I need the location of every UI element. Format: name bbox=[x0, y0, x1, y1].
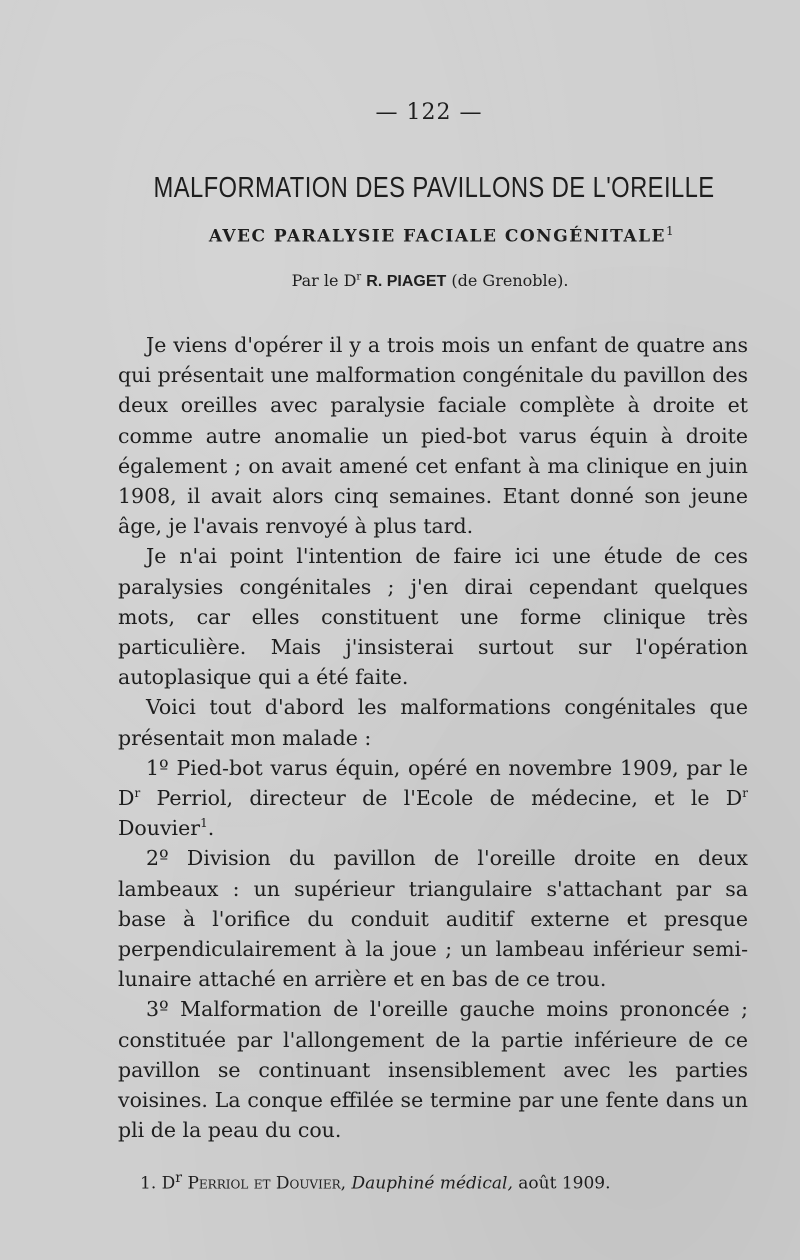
author-affiliation: (de Grenoble). bbox=[451, 271, 569, 290]
footnote: 1. $D^r$ Perriol et Douvier, Dauphiné médical, août 1909. bbox=[140, 1170, 611, 1194]
footnote-journal: Dauphiné médical, bbox=[351, 1173, 513, 1194]
footnote-ref: 1 bbox=[200, 816, 208, 831]
footnote-authors: Perriol et Douvier, bbox=[187, 1173, 347, 1194]
paragraph: Je n'ai point l'intention de faire ici une étude de ces paralysies congénitales ; j'en dirai cependant quelques mots, car elles constituent une forme clinique très particulière. Mais j'insisterai surtout sur l'opération autoplasique qui a été faite. bbox=[118, 544, 748, 690]
paragraph: Voici tout d'abord les malformations congénitales que présentait mon malade : bbox=[118, 695, 748, 750]
page-number: — 122 — bbox=[375, 100, 483, 125]
list-item-3: 3º Malformation de l'oreille gauche moins prononcée ; constituée par l'allongement de la partie inférieure de ce pavillon se continuant insensiblement avec les parties voisines. La conque effilée se termine par une fente dans un pli de la peau du cou. bbox=[118, 997, 748, 1143]
subtitle-footnote-ref: 1 bbox=[666, 224, 676, 238]
article-title: MALFORMATION DES PAVILLONS DE L'OREILLE bbox=[153, 172, 715, 204]
author-name: R. PIAGET bbox=[366, 273, 447, 290]
article-body bbox=[118, 330, 748, 1145]
author-prefix-sup: r bbox=[356, 271, 362, 283]
list-item-1: 1º Pied-bot varus équin, opéré en novembre 1909, par le $D^r$ Perriol, directeur de l'Ecole de médecine, et le $D^r$ Douvier$^1$. bbox=[118, 755, 748, 841]
subtitle-text: AVEC PARALYSIE FACIALE CONGÉNITALE bbox=[208, 226, 666, 247]
author-prefix: Par le D bbox=[291, 271, 357, 290]
article-subtitle bbox=[0, 224, 800, 247]
author-line bbox=[0, 271, 800, 291]
footnote-date: août 1909. bbox=[518, 1173, 611, 1194]
paragraph: Je viens d'opérer il y a trois mois un enfant de quatre ans qui présentait une malformation congénitale du pavillon des deux oreilles avec paralysie faciale complète à droite et comme autre anomalie un pied-bot varus équin à droite également ; on avait amené cet enfant à ma clinique en juin 1908, il avait alors cinq semaines. Etant donné son jeune âge, je l'avais renvoyé à plus tard. bbox=[118, 333, 748, 539]
list-item-2: 2º Division du pavillon de l'oreille droite en deux lambeaux : un supérieur triangulaire s'attachant par sa base à l'orifice du conduit auditif externe et presque perpendiculairement à la joue ; un lambeau inférieur semi-lunaire attaché en arrière et en bas de ce trou. bbox=[118, 846, 748, 992]
